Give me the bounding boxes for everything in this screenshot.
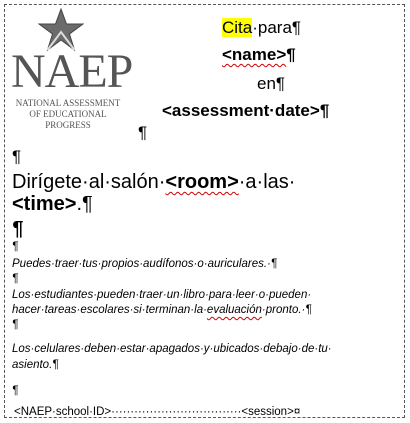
time-end: .¶ bbox=[76, 193, 93, 215]
estudiantes-2b: ·pronto.·¶ bbox=[261, 304, 312, 316]
header-blank-mark: ¶ bbox=[138, 123, 148, 142]
leader-dots: ·································· bbox=[111, 406, 242, 418]
room-field: <room> bbox=[165, 171, 239, 193]
dirigete-line bbox=[12, 172, 295, 192]
cell-end-mark: ¤ bbox=[293, 406, 301, 418]
cita-highlight: Cita bbox=[222, 18, 253, 37]
para-text: ·para¶ bbox=[252, 18, 302, 37]
estudiantes-line-1: Los·estudiantes·pueden·traer·un·libro·para·leer·o·pueden· bbox=[12, 289, 312, 301]
time-line bbox=[12, 194, 93, 214]
assessment-date-field: <assessment·date> bbox=[162, 101, 320, 120]
logo-line-1: NATIONAL ASSESSMENT bbox=[15, 98, 121, 108]
big-blank-mark: ¶ bbox=[12, 218, 24, 240]
small-blank-mark-3: ¶ bbox=[12, 319, 19, 331]
logo-line-2: OF EDUCATIONAL bbox=[29, 109, 107, 119]
session-field: <session> bbox=[241, 406, 294, 418]
date-mark: ¶ bbox=[319, 101, 330, 120]
dirigete-text: Dirígete·al·salón· bbox=[12, 171, 166, 193]
estudiantes-line-2 bbox=[12, 305, 312, 317]
a-las-text: ·a·las· bbox=[238, 171, 296, 193]
naep-logo bbox=[8, 8, 133, 130]
logo-line-3: PROGRESS bbox=[45, 120, 91, 130]
header-date-line bbox=[162, 102, 329, 119]
name-mark: ¶ bbox=[286, 45, 296, 64]
celulares-line-2: asiento.¶ bbox=[12, 359, 59, 371]
small-blank-mark-2: ¶ bbox=[12, 273, 19, 285]
evaluacion-word: evaluación bbox=[206, 304, 262, 316]
time-field: <time> bbox=[12, 193, 77, 215]
header-en-line: en¶ bbox=[257, 74, 286, 93]
header-cita-line bbox=[222, 19, 301, 36]
header-name-line bbox=[222, 46, 296, 63]
audifonos-line: Puedes·traer·tus·propios·audífonos·o·auriculares.·¶ bbox=[12, 258, 278, 270]
blank-mark-1: ¶ bbox=[12, 147, 22, 166]
estudiantes-2a: hacer·tareas·escolares·si·terminan·la· bbox=[12, 304, 207, 316]
small-blank-mark: ¶ bbox=[12, 241, 19, 253]
school-id-field: <NAEP·school·ID> bbox=[14, 406, 112, 418]
small-blank-mark-4: ¶ bbox=[12, 385, 19, 397]
footer-line bbox=[14, 407, 406, 419]
name-field: <name> bbox=[222, 45, 287, 64]
logo-acronym: NAEP bbox=[11, 45, 133, 98]
celulares-line-1: Los·celulares·deben·estar·apagados·y·ubicados·debajo·de·tu· bbox=[12, 343, 332, 355]
